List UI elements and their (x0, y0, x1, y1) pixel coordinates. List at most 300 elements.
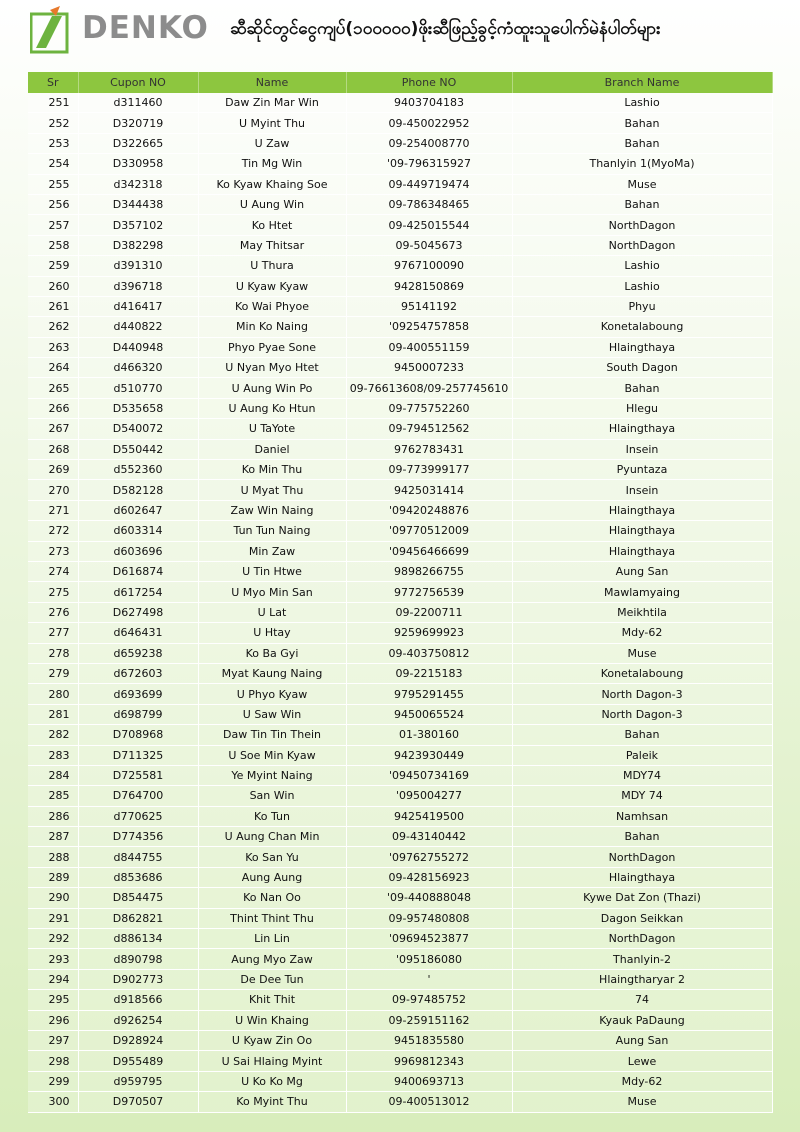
cell-cupon-no: D955489 (78, 1051, 198, 1071)
cell-sr: 262 (28, 317, 78, 337)
cell-name: Ko Kyaw Khaing Soe (198, 174, 346, 194)
cell-branch-name: Pyuntaza (512, 460, 772, 480)
cell-branch-name: North Dagon-3 (512, 684, 772, 704)
table-row (28, 174, 772, 194)
cell-name: San Win (198, 786, 346, 806)
cell-phone-no: 9767100090 (346, 256, 512, 276)
cell-branch-name: Lashio (512, 256, 772, 276)
cell-name: Ko Nan Oo (198, 888, 346, 908)
table-row (28, 1030, 772, 1050)
cell-branch-name: Bahan (512, 113, 772, 133)
cell-branch-name: Hlaingthaya (512, 337, 772, 357)
table-row (28, 480, 772, 500)
cell-branch-name: Mawlamyaing (512, 582, 772, 602)
cell-cupon-no: d698799 (78, 704, 198, 724)
table-row (28, 215, 772, 235)
cell-name: Lin Lin (198, 929, 346, 949)
table-row (28, 133, 772, 153)
cell-phone-no: '095186080 (346, 949, 512, 969)
table-row (28, 1092, 772, 1112)
cell-name: U Saw Win (198, 704, 346, 724)
cell-sr: 265 (28, 378, 78, 398)
cell-branch-name: Lashio (512, 93, 772, 113)
cell-branch-name: Konetalaboung (512, 317, 772, 337)
cell-name: U Tin Htwe (198, 561, 346, 581)
table-row (28, 235, 772, 255)
cell-cupon-no: d396718 (78, 276, 198, 296)
cell-branch-name: Hlaingthaya (512, 867, 772, 887)
cell-cupon-no: d926254 (78, 1010, 198, 1030)
cell-name: U Nyan Myo Htet (198, 358, 346, 378)
cell-cupon-no: D970507 (78, 1092, 198, 1112)
table-row (28, 154, 772, 174)
cell-sr: 270 (28, 480, 78, 500)
cell-sr: 282 (28, 725, 78, 745)
cell-phone-no: 09-254008770 (346, 133, 512, 153)
table-row (28, 990, 772, 1010)
cell-sr: 259 (28, 256, 78, 276)
cell-branch-name: MDY 74 (512, 786, 772, 806)
cell-phone-no: 9425419500 (346, 806, 512, 826)
cell-sr: 285 (28, 786, 78, 806)
cell-phone-no: 9423930449 (346, 745, 512, 765)
cell-name: Daniel (198, 439, 346, 459)
cell-branch-name: Thanlyin 1(MyoMa) (512, 154, 772, 174)
cell-branch-name: Aung San (512, 1030, 772, 1050)
cell-cupon-no: D550442 (78, 439, 198, 459)
cell-phone-no: '09-440888048 (346, 888, 512, 908)
cell-phone-no: 95141192 (346, 296, 512, 316)
cell-cupon-no: d886134 (78, 929, 198, 949)
cell-name: U Aung Win (198, 194, 346, 214)
table-row (28, 908, 772, 928)
cell-branch-name: Lashio (512, 276, 772, 296)
cell-branch-name: 74 (512, 990, 772, 1010)
cell-sr: 278 (28, 643, 78, 663)
table-row (28, 725, 772, 745)
denko-logo-icon (30, 6, 70, 54)
table-row (28, 867, 772, 887)
cell-sr: 260 (28, 276, 78, 296)
cell-sr: 300 (28, 1092, 78, 1112)
cell-name: U Myint Thu (198, 113, 346, 133)
cell-name: Tin Mg Win (198, 154, 346, 174)
cell-cupon-no: d853686 (78, 867, 198, 887)
cell-branch-name: Paleik (512, 745, 772, 765)
cell-phone-no: 9762783431 (346, 439, 512, 459)
cell-sr: 286 (28, 806, 78, 826)
cell-branch-name: Muse (512, 174, 772, 194)
table-row (28, 623, 772, 643)
cell-name: U Kyaw Kyaw (198, 276, 346, 296)
cell-name: May Thitsar (198, 235, 346, 255)
cell-phone-no: 9400693713 (346, 1071, 512, 1091)
cell-name: Khit Thit (198, 990, 346, 1010)
table-row (28, 847, 772, 867)
cell-sr: 284 (28, 765, 78, 785)
cell-phone-no: 09-43140442 (346, 827, 512, 847)
cell-sr: 297 (28, 1030, 78, 1050)
cell-name: Ko San Yu (198, 847, 346, 867)
cell-branch-name: Insein (512, 439, 772, 459)
cell-phone-no: 09-428156923 (346, 867, 512, 887)
table-row (28, 684, 772, 704)
cell-cupon-no: d959795 (78, 1071, 198, 1091)
table-row (28, 521, 772, 541)
cell-cupon-no: D764700 (78, 786, 198, 806)
cell-sr: 263 (28, 337, 78, 357)
cell-phone-no: 09-2215183 (346, 663, 512, 683)
table-row (28, 317, 772, 337)
cell-name: Aung Myo Zaw (198, 949, 346, 969)
cell-sr: 269 (28, 460, 78, 480)
brand-name: DENKO (82, 10, 209, 46)
cell-cupon-no: D616874 (78, 561, 198, 581)
cell-branch-name: Phyu (512, 296, 772, 316)
cell-sr: 273 (28, 541, 78, 561)
cell-branch-name: Meikhtila (512, 602, 772, 622)
cell-sr: 289 (28, 867, 78, 887)
cell-cupon-no: D582128 (78, 480, 198, 500)
cell-phone-no: 9450065524 (346, 704, 512, 724)
cell-cupon-no: D928924 (78, 1030, 198, 1050)
cell-name: U Kyaw Zin Oo (198, 1030, 346, 1050)
cell-cupon-no: d602647 (78, 500, 198, 520)
cell-branch-name: NorthDagon (512, 929, 772, 949)
cell-phone-no: 9403704183 (346, 93, 512, 113)
cell-branch-name: Muse (512, 643, 772, 663)
column-header-branch-name: Branch Name (512, 72, 772, 93)
cell-branch-name: South Dagon (512, 358, 772, 378)
cell-branch-name: North Dagon-3 (512, 704, 772, 724)
cell-cupon-no: d440822 (78, 317, 198, 337)
cell-phone-no: 09-400513012 (346, 1092, 512, 1112)
cell-name: U Lat (198, 602, 346, 622)
column-header-name: Name (198, 72, 346, 93)
cell-cupon-no: d659238 (78, 643, 198, 663)
cell-cupon-no: D774356 (78, 827, 198, 847)
cell-name: U Aung Win Po (198, 378, 346, 398)
table-row (28, 745, 772, 765)
cell-branch-name: Bahan (512, 133, 772, 153)
column-header-cupon-no: Cupon NO (78, 72, 198, 93)
cell-phone-no: 09-794512562 (346, 419, 512, 439)
cell-phone-no: 09-957480808 (346, 908, 512, 928)
cell-sr: 280 (28, 684, 78, 704)
cell-phone-no: '095004277 (346, 786, 512, 806)
cell-cupon-no: D330958 (78, 154, 198, 174)
cell-sr: 275 (28, 582, 78, 602)
cell-cupon-no: d391310 (78, 256, 198, 276)
cell-name: Ye Myint Naing (198, 765, 346, 785)
cell-name: U Zaw (198, 133, 346, 153)
cell-sr: 274 (28, 561, 78, 581)
cell-sr: 271 (28, 500, 78, 520)
cell-name: U Phyo Kyaw (198, 684, 346, 704)
cell-phone-no: '09-796315927 (346, 154, 512, 174)
cell-name: U Soe Min Kyaw (198, 745, 346, 765)
cell-sr: 252 (28, 113, 78, 133)
cell-branch-name: Hlaingthaya (512, 419, 772, 439)
cell-branch-name: Bahan (512, 378, 772, 398)
cell-sr: 264 (28, 358, 78, 378)
cell-branch-name: NorthDagon (512, 235, 772, 255)
cell-sr: 267 (28, 419, 78, 439)
cell-name: U Myo Min San (198, 582, 346, 602)
table-row (28, 929, 772, 949)
cell-cupon-no: D902773 (78, 969, 198, 989)
cell-name: Phyo Pyae Sone (198, 337, 346, 357)
cell-cupon-no: d617254 (78, 582, 198, 602)
cell-sr: 276 (28, 602, 78, 622)
cell-sr: 299 (28, 1071, 78, 1091)
cell-cupon-no: D711325 (78, 745, 198, 765)
cell-cupon-no: D627498 (78, 602, 198, 622)
cell-phone-no: 9795291455 (346, 684, 512, 704)
cell-cupon-no: D540072 (78, 419, 198, 439)
cell-phone-no: 09-400551159 (346, 337, 512, 357)
table-row (28, 276, 772, 296)
cell-name: Zaw Win Naing (198, 500, 346, 520)
cell-sr: 256 (28, 194, 78, 214)
cell-sr: 290 (28, 888, 78, 908)
cell-branch-name: NorthDagon (512, 215, 772, 235)
cell-phone-no: 09-2200711 (346, 602, 512, 622)
table-row (28, 337, 772, 357)
cell-phone-no: 09-449719474 (346, 174, 512, 194)
cell-name: U TaYote (198, 419, 346, 439)
cell-phone-no: '09694523877 (346, 929, 512, 949)
cell-name: Tun Tun Naing (198, 521, 346, 541)
cell-name: De Dee Tun (198, 969, 346, 989)
cell-sr: 258 (28, 235, 78, 255)
cell-phone-no: 9451835580 (346, 1030, 512, 1050)
cell-cupon-no: d416417 (78, 296, 198, 316)
cell-cupon-no: D854475 (78, 888, 198, 908)
cell-branch-name: Hlaingtharyar 2 (512, 969, 772, 989)
cell-branch-name: Dagon Seikkan (512, 908, 772, 928)
cell-branch-name: Insein (512, 480, 772, 500)
cell-sr: 287 (28, 827, 78, 847)
table-row (28, 256, 772, 276)
table-row (28, 1071, 772, 1091)
cell-name: Aung Aung (198, 867, 346, 887)
table-row (28, 602, 772, 622)
cell-branch-name: Mdy-62 (512, 623, 772, 643)
cell-branch-name: Bahan (512, 725, 772, 745)
cell-phone-no: '09770512009 (346, 521, 512, 541)
table-row (28, 398, 772, 418)
cell-name: Daw Zin Mar Win (198, 93, 346, 113)
cell-branch-name: Kyauk PaDaung (512, 1010, 772, 1030)
cell-cupon-no: d552360 (78, 460, 198, 480)
cell-branch-name: Muse (512, 1092, 772, 1112)
cell-branch-name: Kywe Dat Zon (Thazi) (512, 888, 772, 908)
table-row (28, 888, 772, 908)
cell-branch-name: Lewe (512, 1051, 772, 1071)
cell-branch-name: MDY74 (512, 765, 772, 785)
cell-sr: 292 (28, 929, 78, 949)
cell-phone-no: 09-786348465 (346, 194, 512, 214)
table-row (28, 439, 772, 459)
cell-phone-no: 09-403750812 (346, 643, 512, 663)
table-row (28, 643, 772, 663)
table-row (28, 765, 772, 785)
cell-cupon-no: d918566 (78, 990, 198, 1010)
cell-name: U Thura (198, 256, 346, 276)
cell-sr: 272 (28, 521, 78, 541)
table-row (28, 1010, 772, 1030)
cell-sr: 298 (28, 1051, 78, 1071)
table-row (28, 500, 772, 520)
cell-branch-name: Konetalaboung (512, 663, 772, 683)
cell-cupon-no: d646431 (78, 623, 198, 643)
cell-sr: 294 (28, 969, 78, 989)
cell-cupon-no: D344438 (78, 194, 198, 214)
header (0, 0, 800, 72)
table-header-row (28, 72, 772, 93)
cell-cupon-no: D440948 (78, 337, 198, 357)
cell-name: Ko Htet (198, 215, 346, 235)
cell-branch-name: Hlegu (512, 398, 772, 418)
cell-name: U Aung Chan Min (198, 827, 346, 847)
table-row (28, 93, 772, 113)
cell-sr: 268 (28, 439, 78, 459)
cell-branch-name: Bahan (512, 827, 772, 847)
cell-cupon-no: D708968 (78, 725, 198, 745)
cell-phone-no: 09-450022952 (346, 113, 512, 133)
cell-phone-no: ' (346, 969, 512, 989)
cell-sr: 266 (28, 398, 78, 418)
cell-branch-name: NorthDagon (512, 847, 772, 867)
cell-cupon-no: d603314 (78, 521, 198, 541)
table-row (28, 113, 772, 133)
cell-phone-no: 09-775752260 (346, 398, 512, 418)
cell-sr: 283 (28, 745, 78, 765)
cell-sr: 279 (28, 663, 78, 683)
cell-phone-no: 9425031414 (346, 480, 512, 500)
cell-name: U Aung Ko Htun (198, 398, 346, 418)
column-header-sr: Sr (28, 72, 78, 93)
cell-cupon-no: D322665 (78, 133, 198, 153)
cell-phone-no: 01-380160 (346, 725, 512, 745)
cell-sr: 291 (28, 908, 78, 928)
cell-phone-no: '09420248876 (346, 500, 512, 520)
cell-sr: 255 (28, 174, 78, 194)
table-row (28, 582, 772, 602)
cell-phone-no: 9898266755 (346, 561, 512, 581)
table-row (28, 419, 772, 439)
cell-cupon-no: d890798 (78, 949, 198, 969)
cell-sr: 251 (28, 93, 78, 113)
cell-phone-no: 09-76613608/09-257745610 (346, 378, 512, 398)
cell-phone-no: 9969812343 (346, 1051, 512, 1071)
table-row (28, 541, 772, 561)
cell-sr: 261 (28, 296, 78, 316)
cell-cupon-no: D357102 (78, 215, 198, 235)
cell-branch-name: Hlaingthaya (512, 541, 772, 561)
cell-branch-name: Thanlyin-2 (512, 949, 772, 969)
cell-name: Daw Tin Tin Thein (198, 725, 346, 745)
cell-branch-name: Aung San (512, 561, 772, 581)
cell-cupon-no: d693699 (78, 684, 198, 704)
cell-cupon-no: d603696 (78, 541, 198, 561)
cell-name: U Sai Hlaing Myint (198, 1051, 346, 1071)
cell-name: Min Zaw (198, 541, 346, 561)
cell-phone-no: 9772756539 (346, 582, 512, 602)
cell-phone-no: 09-773999177 (346, 460, 512, 480)
table-row (28, 969, 772, 989)
cell-sr: 295 (28, 990, 78, 1010)
page-title: ဆီဆိုင်တွင်ငွေကျပ်(၁၀၀၀၀၀)ဖိုးဆီဖြည့်ခွင့်ကံထူးသူပေါက်မဲနံပါတ်များ (230, 19, 661, 39)
cell-name: Min Ko Naing (198, 317, 346, 337)
cell-cupon-no: d342318 (78, 174, 198, 194)
cell-phone-no: 09-5045673 (346, 235, 512, 255)
cell-name: U Myat Thu (198, 480, 346, 500)
cell-phone-no: 9259699923 (346, 623, 512, 643)
cell-cupon-no: D382298 (78, 235, 198, 255)
cell-name: Thint Thint Thu (198, 908, 346, 928)
cell-sr: 281 (28, 704, 78, 724)
cell-cupon-no: d466320 (78, 358, 198, 378)
cell-sr: 277 (28, 623, 78, 643)
table-row (28, 806, 772, 826)
cell-cupon-no: D535658 (78, 398, 198, 418)
table-row (28, 949, 772, 969)
table-row (28, 378, 772, 398)
cell-branch-name: Mdy-62 (512, 1071, 772, 1091)
table-row (28, 786, 772, 806)
cell-cupon-no: D725581 (78, 765, 198, 785)
table-row (28, 561, 772, 581)
table-row (28, 827, 772, 847)
cell-sr: 253 (28, 133, 78, 153)
cell-cupon-no: d770625 (78, 806, 198, 826)
cell-phone-no: '09450734169 (346, 765, 512, 785)
cell-name: Ko Myint Thu (198, 1092, 346, 1112)
cell-branch-name: Namhsan (512, 806, 772, 826)
cell-sr: 254 (28, 154, 78, 174)
cell-sr: 257 (28, 215, 78, 235)
cell-name: U Htay (198, 623, 346, 643)
table-row (28, 358, 772, 378)
cell-cupon-no: d311460 (78, 93, 198, 113)
table-row (28, 1051, 772, 1071)
cell-phone-no: '09456466699 (346, 541, 512, 561)
table-row (28, 194, 772, 214)
cell-sr: 288 (28, 847, 78, 867)
cell-branch-name: Bahan (512, 194, 772, 214)
cell-cupon-no: d510770 (78, 378, 198, 398)
column-header-phone-no: Phone NO (346, 72, 512, 93)
cell-phone-no: 9450007233 (346, 358, 512, 378)
table-row (28, 296, 772, 316)
cell-name: Ko Wai Phyoe (198, 296, 346, 316)
cell-phone-no: '09254757858 (346, 317, 512, 337)
cell-name: Myat Kaung Naing (198, 663, 346, 683)
cell-cupon-no: d844755 (78, 847, 198, 867)
cell-name: Ko Min Thu (198, 460, 346, 480)
winners-table (28, 72, 773, 1113)
table-row (28, 663, 772, 683)
table-row (28, 704, 772, 724)
cell-cupon-no: d672603 (78, 663, 198, 683)
cell-branch-name: Hlaingthaya (512, 521, 772, 541)
cell-sr: 296 (28, 1010, 78, 1030)
cell-name: U Ko Ko Mg (198, 1071, 346, 1091)
cell-cupon-no: D320719 (78, 113, 198, 133)
cell-phone-no: 09-425015544 (346, 215, 512, 235)
